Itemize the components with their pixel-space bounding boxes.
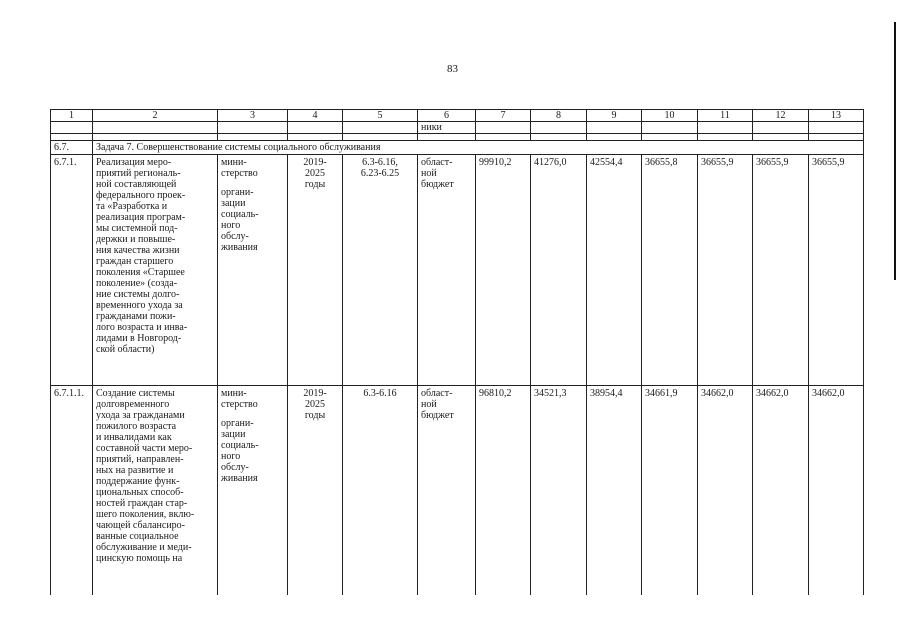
row-value: 96810,2 bbox=[476, 386, 531, 596]
row-executors bbox=[218, 155, 288, 386]
budget-table bbox=[50, 109, 864, 595]
row-value: 34662,0 bbox=[809, 386, 864, 596]
continuation-text: ники bbox=[418, 122, 476, 134]
table-row bbox=[51, 155, 864, 386]
row-value: 36655,8 bbox=[642, 155, 698, 386]
page-edge-line bbox=[894, 22, 896, 280]
task-row bbox=[51, 141, 864, 155]
column-number: 7 bbox=[476, 110, 531, 122]
row-value: 99910,2 bbox=[476, 155, 531, 386]
column-number: 8 bbox=[531, 110, 587, 122]
row-executors bbox=[218, 386, 288, 596]
row-value: 34662,0 bbox=[753, 386, 809, 596]
row-value: 34661,9 bbox=[642, 386, 698, 596]
executor-organizations: органи- зации социаль- ного обслу- живания bbox=[221, 418, 259, 484]
task-title: Задача 7. Совершенствование системы социального обслуживания bbox=[93, 141, 864, 155]
executor-organizations: органи- зации социаль- ного обслу- живания bbox=[221, 187, 259, 253]
row-funding-source: област- ной бюджет bbox=[418, 386, 476, 596]
column-number: 9 bbox=[587, 110, 642, 122]
row-value: 36655,9 bbox=[809, 155, 864, 386]
column-number: 6 bbox=[418, 110, 476, 122]
row-value: 34521,3 bbox=[531, 386, 587, 596]
row-value: 42554,4 bbox=[587, 155, 642, 386]
column-number: 11 bbox=[698, 110, 753, 122]
row-code: 6.7.1. bbox=[51, 155, 93, 386]
column-number: 13 bbox=[809, 110, 864, 122]
row-targets: 6.3-6.16, 6.23-6.25 bbox=[343, 155, 418, 386]
row-description: Реализация меро- приятий региональ- ной составляющей федерального проек- та «Разработка и реализация програм- мы системной под- держки и повыше- ния качества жизни граждан старшего поколения «Старшее поколение» (созда- ние системы долго- временного ухода за гражданами пожи- лого возраста и инва- лидами в Новгород- ской области) bbox=[93, 155, 218, 386]
column-number: 3 bbox=[218, 110, 288, 122]
row-period: 2019- 2025 годы bbox=[288, 386, 343, 596]
row-value: 36655,9 bbox=[753, 155, 809, 386]
row-description: Создание системы долговременного ухода за гражданами пожилого возраста и инвалидами как составной части меро- приятий, направлен- ных на развитие и поддержание функ- циональных способ- ностей граждан стар- шего поколения, вклю- чающей сбалансиро- ванные социальное обслуживание и меди- цинскую помощь на bbox=[93, 386, 218, 596]
row-value: 38954,4 bbox=[587, 386, 642, 596]
table-row bbox=[51, 386, 864, 596]
row-period: 2019- 2025 годы bbox=[288, 155, 343, 386]
executor-ministry: мини- стерство bbox=[221, 388, 258, 410]
column-number: 5 bbox=[343, 110, 418, 122]
column-number: 2 bbox=[93, 110, 218, 122]
row-targets: 6.3-6.16 bbox=[343, 386, 418, 596]
page-number: 83 bbox=[447, 63, 458, 75]
executor-ministry: мини- стерство bbox=[221, 157, 258, 179]
column-number: 10 bbox=[642, 110, 698, 122]
column-number: 4 bbox=[288, 110, 343, 122]
column-number: 1 bbox=[51, 110, 93, 122]
row-funding-source: област- ной бюджет bbox=[418, 155, 476, 386]
continuation-row bbox=[51, 122, 864, 134]
column-number: 12 bbox=[753, 110, 809, 122]
task-code: 6.7. bbox=[51, 141, 93, 155]
row-value: 36655,9 bbox=[698, 155, 753, 386]
row-code: 6.7.1.1. bbox=[51, 386, 93, 596]
spacer-row bbox=[51, 134, 864, 141]
row-value: 34662,0 bbox=[698, 386, 753, 596]
column-number-row bbox=[51, 110, 864, 122]
row-value: 41276,0 bbox=[531, 155, 587, 386]
